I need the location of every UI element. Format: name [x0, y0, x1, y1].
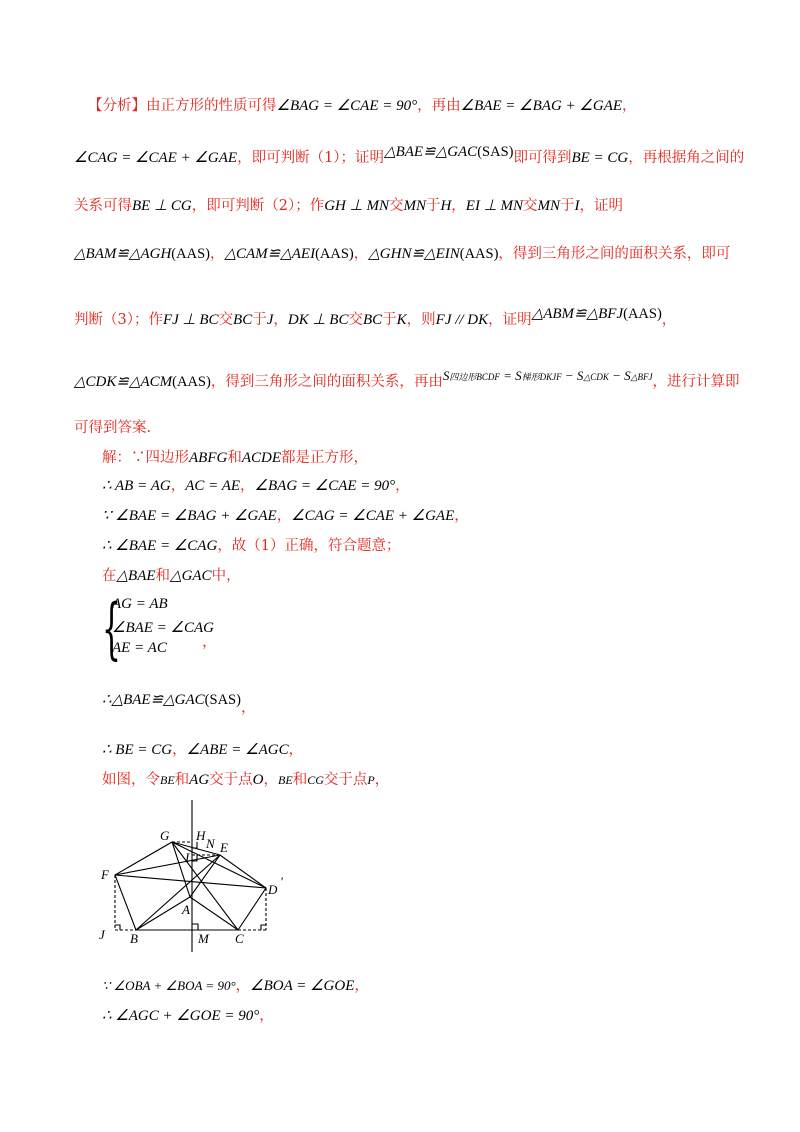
label-g: G — [160, 828, 170, 843]
formula: △CAM≌△AEI — [224, 246, 316, 262]
text: ， — [259, 1008, 274, 1024]
analysis-line-2 — [74, 144, 745, 168]
formula: H — [440, 198, 452, 214]
formula: I — [574, 198, 580, 214]
text: 由正方形的性质可得 — [146, 98, 277, 114]
formula: AC = AE — [185, 478, 241, 494]
text: ， — [263, 772, 279, 788]
text: ，得到三角形之间的面积关系，即可 — [498, 246, 731, 262]
solution-line-2 — [102, 476, 410, 496]
formula: ∴ AB = AG — [102, 478, 171, 494]
text: 如图，令 — [102, 772, 160, 788]
formula: ∠BAG = ∠CAE = 90° — [276, 98, 418, 114]
formula: GH ⊥ MN — [324, 198, 389, 214]
text: ，即可判断（2）；作 — [191, 198, 325, 214]
formula: FJ ⊥ BC — [162, 312, 219, 328]
text: 交 — [523, 198, 538, 214]
formula: (AAS) — [623, 306, 662, 322]
formula: △BAM≌△AGH — [74, 246, 172, 262]
label-n: N — [206, 836, 215, 851]
text: ，故（1）正确，符合题意； — [217, 538, 401, 554]
equation: ∠BAE = ∠CAG — [112, 620, 215, 636]
text: ， — [172, 742, 187, 758]
formula: BE ⊥ CG — [132, 198, 192, 214]
formula: MN — [537, 198, 561, 214]
symbol: − S — [561, 368, 584, 383]
text: ，证明 — [579, 198, 624, 214]
formula: ∴△BAE≌△GAC — [102, 692, 205, 708]
symbol: S — [442, 368, 450, 383]
formula: CG — [307, 773, 324, 787]
label-a: A — [182, 902, 190, 917]
text: 判断（3）；作 — [74, 312, 163, 328]
text: 和 — [227, 450, 242, 466]
formula: ∴ ∠BAE = ∠CAG — [102, 538, 218, 554]
label-b: B — [130, 931, 138, 946]
right-angle-m — [192, 924, 198, 930]
text: ，再根据角之间的 — [628, 150, 745, 166]
formula: EI ⊥ MN — [465, 198, 524, 214]
formula: DK ⊥ BC — [287, 312, 349, 328]
solution-line-4 — [102, 536, 401, 556]
square-abfg — [115, 842, 190, 930]
formula: △GAC — [170, 568, 212, 584]
formula: P — [367, 773, 375, 787]
solution-line-1 — [102, 448, 368, 468]
text: ， — [202, 632, 218, 650]
label-j: J — [99, 927, 105, 942]
label-h: H — [196, 828, 206, 843]
square-acde — [190, 855, 266, 930]
subscript: 四边形BCDF — [449, 372, 500, 382]
text: ， — [273, 312, 288, 328]
formula: ∠BAG = ∠CAE = 90° — [254, 478, 396, 494]
formula: △BAE — [116, 568, 156, 584]
text: ， — [395, 478, 410, 494]
formula: MN — [403, 198, 426, 214]
label-c: C — [235, 931, 244, 946]
formula: △ABM≌△BFJ — [531, 306, 624, 322]
analysis-line-3 — [74, 196, 623, 216]
formula: △BAE≌△GAC — [384, 144, 478, 160]
text: ，再由 — [417, 98, 461, 114]
equation: AE = AC — [112, 640, 167, 656]
formula: △CDK≌△ACM — [74, 374, 173, 390]
analysis-line-6 — [74, 368, 740, 393]
formula: BE — [160, 773, 175, 787]
formula: (AAS) — [315, 246, 354, 262]
subscript: △CDK — [583, 372, 609, 382]
segment-be — [136, 855, 220, 930]
label-d: D — [268, 882, 278, 897]
analysis-tag: 【分析】 — [88, 98, 146, 114]
solution-line-10 — [102, 1006, 274, 1026]
text: 于 — [425, 198, 441, 214]
right-angle-k — [261, 925, 266, 930]
analysis-line-7 — [74, 418, 151, 438]
text: 和 — [292, 772, 308, 788]
text: ， — [622, 98, 637, 114]
text: ， — [209, 246, 225, 262]
text: 于 — [382, 312, 397, 328]
formula: (SAS) — [204, 692, 241, 708]
text: 交 — [348, 312, 363, 328]
formula: ABFG — [189, 450, 228, 466]
formula: ACDE — [241, 450, 281, 466]
text: ， — [374, 772, 390, 788]
formula: J — [266, 312, 274, 328]
text: 交 — [218, 312, 234, 328]
formula: K — [396, 312, 407, 328]
text: 中， — [211, 568, 241, 584]
formula: (AAS) — [172, 374, 211, 390]
label-m: M — [198, 931, 209, 946]
formula: ∠ABE = ∠AGC — [186, 742, 289, 758]
analysis-line-1 — [88, 96, 637, 116]
formula: ∠BOA = ∠GOE — [250, 978, 355, 994]
text: ， — [454, 508, 469, 524]
text: ， — [353, 246, 369, 262]
formula: ∴ BE = CG — [102, 742, 173, 758]
solution-line-6 — [102, 690, 256, 716]
text: ， — [276, 508, 292, 524]
text: ， — [235, 978, 251, 994]
text: 即可得到 — [513, 150, 572, 166]
formula: ∵ ∠BAE = ∠BAG + ∠GAE — [102, 508, 277, 524]
text: ， — [240, 478, 255, 494]
label-prime: ' — [280, 874, 283, 889]
text: 和 — [174, 772, 190, 788]
text: 关系可得 — [74, 198, 132, 214]
text: ，进行计算即 — [652, 374, 740, 390]
left-brace: { — [102, 590, 121, 667]
text: ，则 — [406, 312, 436, 328]
formula: BC — [362, 312, 383, 328]
formula: BE = CG — [571, 150, 629, 166]
text: ， — [661, 312, 677, 328]
analysis-line-5 — [74, 306, 677, 330]
solution-line-7 — [102, 740, 303, 760]
text: 可得到答案. — [74, 420, 152, 436]
formula: FJ // DK — [435, 312, 489, 328]
equation: AG = AB — [112, 596, 168, 612]
text: 于 — [252, 312, 267, 328]
text: 在 — [102, 568, 117, 584]
formula: △GHN≌△EIN — [368, 246, 460, 262]
text: 交于点 — [323, 772, 368, 788]
formula: O — [252, 772, 264, 788]
solution-line-8 — [102, 770, 389, 790]
text: 解：∵四边形 — [102, 450, 189, 466]
label-f: F — [101, 867, 109, 882]
text: ，即可判断（1）；证明 — [237, 150, 385, 166]
symbol: = S — [499, 368, 522, 383]
text: ， — [240, 700, 256, 716]
text: 和 — [155, 568, 171, 584]
text: ，证明 — [488, 312, 532, 328]
area-formula — [443, 368, 653, 383]
text: ， — [288, 742, 304, 758]
formula: ∴ ∠AGC + ∠GOE = 90° — [102, 1008, 260, 1024]
text: ， — [170, 478, 186, 494]
formula: (AAS) — [459, 246, 499, 262]
formula: (SAS) — [477, 144, 514, 160]
right-angle-j — [115, 925, 120, 930]
geometry-figure — [96, 800, 296, 960]
text: 都是正方形， — [281, 450, 368, 466]
text: ， — [354, 978, 369, 994]
text: ， — [451, 198, 466, 214]
formula: AG — [189, 772, 210, 788]
solution-line-3 — [102, 506, 469, 526]
text: 交于点 — [209, 772, 253, 788]
label-i: I — [185, 850, 190, 865]
solution-line-5 — [102, 566, 241, 586]
analysis-line-4 — [74, 244, 730, 264]
formula: BC — [233, 312, 253, 328]
formula: ∵ ∠OBA + ∠BOA = 90° — [102, 978, 236, 993]
text: ，得到三角形之间的面积关系，再由 — [210, 374, 443, 390]
formula: ∠CAG = ∠CAE + ∠GAE — [74, 150, 238, 166]
subscript: △BFJ — [630, 372, 653, 382]
solution-line-9 — [102, 976, 369, 996]
label-e: E — [220, 840, 228, 855]
subscript: 梯形DKJF — [521, 372, 562, 382]
formula: ∠CAG = ∠CAE + ∠GAE — [291, 508, 455, 524]
symbol: − S — [608, 368, 631, 383]
formula: BE — [278, 773, 293, 787]
formula: (AAS) — [171, 246, 210, 262]
formula: ∠BAE = ∠BAG + ∠GAE — [460, 98, 623, 114]
text: 于 — [560, 198, 575, 214]
text: 交 — [388, 198, 404, 214]
